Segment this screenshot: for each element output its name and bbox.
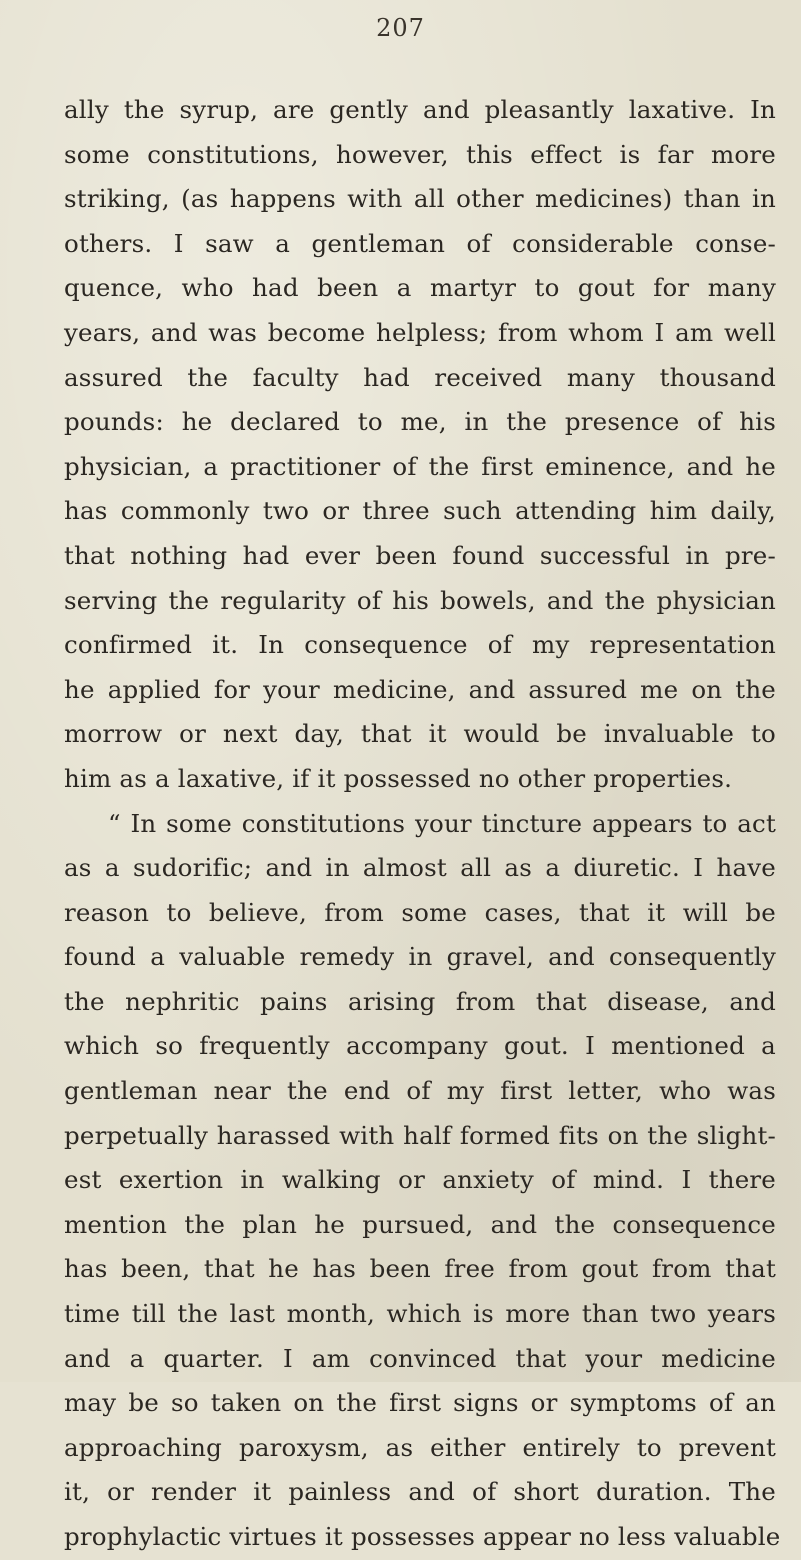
- text-line: and a quarter. I am convinced that your medicine: [64, 1343, 776, 1373]
- text-line: serving the regularity of his bowels, and the physician: [64, 585, 776, 615]
- text-line: which so frequently accompany gout. I mentioned a: [64, 1031, 776, 1061]
- text-line: reason to believe, from some cases, that it will be: [64, 897, 776, 927]
- text-line: prophylactic virtues it possesses appear no less valuable: [64, 1522, 781, 1551]
- text-line: mention the plan he pursued, and the consequence: [64, 1209, 776, 1239]
- text-line: years, and was become helpless; from whom I am well: [64, 317, 776, 347]
- text-line: may be so taken on the first signs or symptoms of an: [64, 1388, 776, 1418]
- text-line: him as a laxative, if it possessed no other properties.: [64, 763, 733, 793]
- text-line: est exertion in walking or anxiety of mind. I there: [64, 1165, 776, 1195]
- text-line: it, or render it painless and of short duration. The: [64, 1477, 776, 1507]
- text-line: ally the syrup, are gently and pleasantly laxative. In: [64, 95, 776, 124]
- text-line: others. I saw a gentleman of considerable conse-: [64, 228, 776, 258]
- text-line: has commonly two or three such attending him daily,: [64, 496, 776, 526]
- text-line: found a valuable remedy in gravel, and consequently: [64, 942, 776, 972]
- text-line: the nephritic pains arising from that disease, and: [64, 986, 776, 1016]
- text-line: gentleman near the end of my first letter, who was: [64, 1076, 776, 1106]
- text-line: physician, a practitioner of the first eminence, and he: [64, 451, 776, 481]
- text-line: that nothing had ever been found successful in pre-: [64, 540, 776, 570]
- text-line: as a sudorific; and in almost all as a diuretic. I have: [64, 853, 776, 883]
- text-line: approaching paroxysm, as either entirely to prevent: [64, 1432, 776, 1462]
- text-line: quence, who had been a martyr to gout for many: [64, 273, 776, 303]
- page-number: 207: [376, 14, 425, 42]
- text-line: pounds: he declared to me, in the presence of his: [64, 407, 776, 437]
- text-line: “ In some constitutions your tincture appears to act: [108, 808, 776, 838]
- text-line: time till the last month, which is more than two years: [64, 1299, 776, 1329]
- text-line: assured the faculty had received many thousand: [64, 362, 776, 392]
- text-line: some constitutions, however, this effect is far more: [64, 139, 776, 169]
- text-line: perpetually harassed with half formed fits on the slight-: [64, 1120, 776, 1150]
- text-line: he applied for your medicine, and assured me on the: [64, 674, 776, 704]
- text-line: has been, that he has been free from gout from that: [64, 1254, 776, 1284]
- body-text: [64, 88, 781, 1560]
- text-line: striking, (as happens with all other medicines) than in: [64, 184, 776, 214]
- text-line: morrow or next day, that it would be invaluable to: [64, 719, 776, 749]
- text-line: confirmed it. In consequence of my representation: [64, 630, 776, 660]
